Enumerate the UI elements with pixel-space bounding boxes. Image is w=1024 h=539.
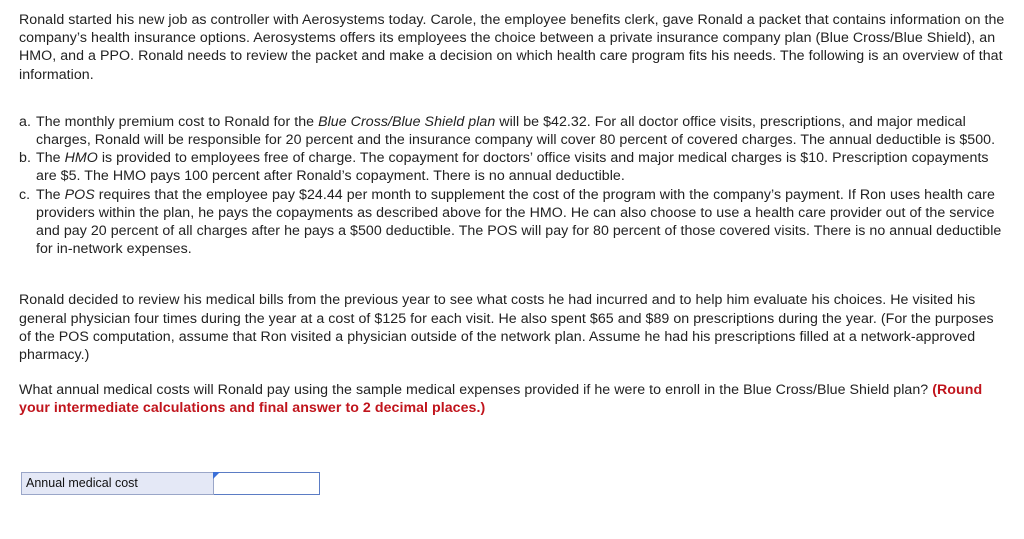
- list-item: [19, 113, 1009, 149]
- list-marker: c.: [19, 186, 31, 203]
- input-corner-marker-icon: [213, 472, 220, 479]
- list-item: [19, 149, 1009, 185]
- item-text-post: is provided to employees free of charge. The copayment for doctors’ office visits and major medical charges is $10. Prescription copayments are $5. The HMO pays 100 percent after Ronald’s copayment. There is no annual deductible.: [36, 150, 989, 185]
- list-marker: a.: [19, 113, 31, 130]
- problem-content: [19, 11, 1009, 418]
- item-text-post: requires that the employee pay $24.44 per month to supplement the cost of the program with the company’s payment. If Ron uses health care providers within the plan, he pays the copayments as described above for the HMO. He can also choose to use a health care provider out of the service and pay 20 percent of all charges after he pays a $500 deductible. The POS will pay for 80 percent of those covered visits. There is no annual deductible for in-network expenses.: [36, 186, 1002, 258]
- rounding-instruction: (Round your intermediate calculations and final answer to 2 decimal places.): [19, 382, 983, 417]
- question-text: What annual medical costs will Ronald pay using the sample medical expenses provided if he were to enroll in the Blue Cross/Blue Shield plan?: [19, 382, 933, 399]
- annual-medical-cost-input[interactable]: [214, 472, 320, 495]
- answer-label: Annual medical cost: [21, 472, 214, 495]
- answer-row: [21, 472, 320, 495]
- item-text-pre: The monthly premium cost to Ronald for the: [36, 113, 319, 130]
- intro-paragraph: Ronald started his new job as controller with Aerosystems today. Carole, the employee benefits clerk, gave Ronald a packet that contains information on the company’s health insurance options. Aerosystems offers its employees the choice between a private insurance company plan (Blue Cross/Blue Shield), an HMO, and a PPO. Ronald needs to review the packet and make a decision on which health care program fits his needs. The following is an overview of that information.: [19, 12, 1005, 83]
- list-marker: b.: [19, 150, 31, 167]
- plan-options-list: [19, 113, 1009, 259]
- item-text-pre: The: [36, 186, 65, 203]
- item-emphasis: POS: [64, 186, 95, 203]
- question-paragraph: [19, 381, 1009, 417]
- item-emphasis: Blue Cross/Blue Shield plan: [318, 113, 496, 130]
- item-emphasis: HMO: [64, 150, 98, 167]
- list-item: [19, 186, 1009, 259]
- review-paragraph: Ronald decided to review his medical bills from the previous year to see what costs he had incurred and to help him evaluate his choices. He visited his general physician four times during the year at a cost of $125 for each visit. He also spent $65 and $89 on prescriptions during the year. (For the purposes of the POS computation, assume that Ron visited a physician outside of the network plan. Assume he had his prescriptions filled at a network-approved pharmacy.): [19, 292, 994, 364]
- item-text-pre: The: [36, 150, 65, 167]
- item-text-post: will be $42.32. For all doctor office visits, prescriptions, and major medical charges, Ronald will be responsible for 20 percent and the insurance company will cover 80 percent of covered charges. The annual deductible is $500.: [36, 113, 996, 149]
